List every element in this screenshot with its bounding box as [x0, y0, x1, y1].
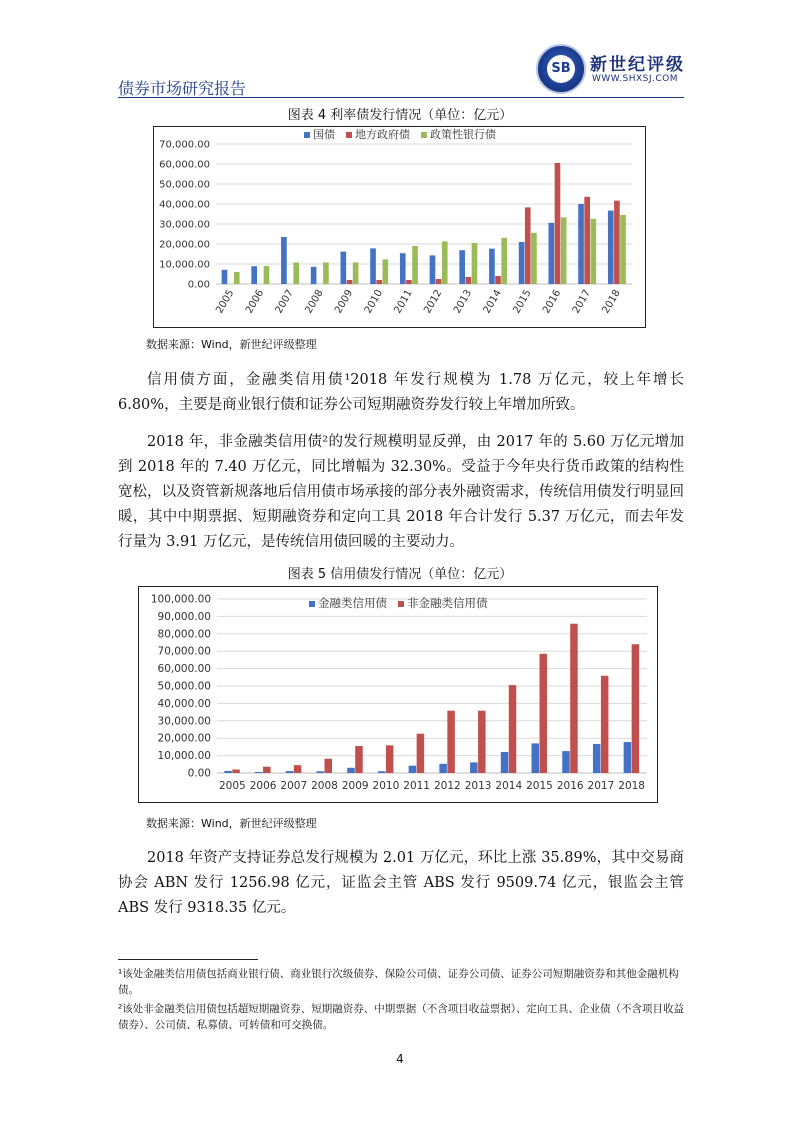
x-tick-label: 2008	[311, 780, 338, 792]
bar-地方政府债-2013	[466, 277, 472, 284]
x-tick-label: 2018	[600, 288, 623, 316]
y-tick-label: 100,000.00	[150, 593, 211, 606]
logo-mark: SB	[547, 55, 575, 83]
paragraph-financial-credit: 信用债方面，金融类信用债¹2018 年发行规模为 1.78 万亿元，较上年增长 6.80%，主要是商业银行债和证券公司短期融资券发行较上年增加所致。	[118, 372, 684, 413]
x-tick-label: 2005	[214, 288, 237, 316]
y-tick-label: 60,000.00	[159, 159, 210, 171]
bar-金融类信用债-2013	[470, 762, 477, 773]
bar-金融类信用债-2014	[501, 752, 508, 773]
x-tick-label: 2006	[249, 780, 277, 792]
x-tick-label: 2014	[495, 780, 523, 792]
company-logo-icon	[536, 44, 586, 94]
bar-国债-2016	[549, 223, 555, 284]
footnote-2: ²该处非金融类信用债包括超短期融资券、短期融资券、中期票据（不含项目收益票据）、定向工具、企业债（不含项目收益债券）、公司债、私募债、可转债和可交换债。	[118, 1003, 684, 1031]
bar-政策性银行债-2009	[353, 262, 359, 284]
y-tick-label: 40,000.00	[157, 697, 211, 710]
x-tick-label: 2014	[481, 288, 504, 316]
header-divider	[118, 97, 684, 98]
legend-label: 地方政府债	[355, 128, 410, 141]
y-tick-label: 50,000.00	[157, 680, 211, 693]
bar-政策性银行债-2010	[382, 259, 388, 284]
bar-金融类信用债-2011	[409, 766, 416, 773]
x-tick-label: 2005	[218, 780, 246, 792]
figure4-caption: 图表 4 利率债发行情况（单位：亿元）	[287, 108, 513, 123]
bar-地方政府债-2016	[555, 163, 561, 284]
bar-政策性银行债-2017	[590, 219, 596, 284]
bar-非金融类信用债-2017	[601, 676, 608, 773]
legend-swatch	[421, 132, 427, 138]
legend-label: 金融类信用债	[318, 596, 387, 610]
y-tick-label: 30,000.00	[159, 219, 210, 231]
bar-金融类信用债-2009	[347, 768, 354, 773]
bar-非金融类信用债-2011	[417, 734, 424, 773]
bar-地方政府债-2015	[525, 207, 531, 284]
bar-非金融类信用债-2015	[540, 654, 547, 773]
bar-非金融类信用债-2012	[447, 711, 454, 773]
y-tick-label: 10,000.00	[157, 750, 211, 763]
x-tick-label: 2009	[341, 780, 369, 792]
bar-政策性银行债-2011	[412, 246, 418, 284]
x-tick-label: 2015	[511, 288, 534, 316]
y-tick-label: 0.00	[187, 279, 210, 291]
x-tick-label: 2016	[556, 780, 584, 792]
bar-非金融类信用债-2016	[570, 624, 577, 773]
legend-swatch	[398, 601, 404, 607]
bar-金融类信用债-2007	[286, 771, 293, 773]
x-tick-label: 2008	[303, 288, 326, 316]
bar-国债-2010	[370, 248, 376, 284]
bar-金融类信用债-2017	[593, 744, 600, 773]
figure4-chart	[154, 127, 645, 327]
x-tick-label: 2013	[464, 780, 492, 792]
bar-非金融类信用债-2008	[325, 759, 332, 773]
bar-政策性银行债-2005	[234, 272, 240, 284]
bar-国债-2015	[519, 242, 525, 284]
x-tick-label: 2007	[273, 288, 296, 316]
company-name: 新世纪评级	[590, 55, 685, 75]
bar-地方政府债-2017	[584, 197, 590, 284]
figure4-chart-frame	[153, 126, 646, 328]
bar-政策性银行债-2008	[323, 262, 329, 284]
legend-label: 非金融类信用债	[407, 596, 488, 610]
x-tick-label: 2016	[541, 288, 564, 316]
bar-政策性银行债-2018	[620, 215, 626, 284]
legend-swatch	[309, 601, 315, 607]
footnote-divider	[118, 959, 258, 960]
bar-国债-2008	[311, 267, 317, 284]
x-tick-label: 2009	[333, 288, 356, 316]
y-tick-label: 70,000.00	[159, 139, 210, 151]
bar-非金融类信用债-2018	[632, 644, 639, 773]
bar-地方政府债-2009	[347, 280, 353, 284]
bar-政策性银行债-2015	[531, 233, 537, 284]
bar-金融类信用债-2016	[562, 751, 569, 773]
bar-金融类信用债-2018	[624, 742, 631, 773]
y-tick-label: 20,000.00	[159, 239, 210, 251]
legend-label: 国债	[313, 128, 335, 141]
bar-国债-2013	[459, 250, 465, 284]
bar-政策性银行债-2006	[264, 266, 270, 284]
x-tick-label: 2017	[570, 288, 594, 316]
figure5-source: 数据来源：Wind，新世纪评级整理	[146, 817, 317, 830]
y-tick-label: 30,000.00	[157, 715, 211, 728]
y-tick-label: 40,000.00	[159, 199, 210, 211]
bar-金融类信用债-2005	[224, 771, 231, 773]
x-tick-label: 2007	[280, 780, 308, 792]
x-tick-label: 2006	[243, 288, 267, 316]
x-tick-label: 2015	[526, 780, 553, 792]
bar-金融类信用债-2012	[439, 764, 446, 773]
x-tick-label: 2010	[372, 780, 400, 792]
bar-国债-2014	[489, 249, 495, 284]
x-tick-label: 2018	[618, 780, 646, 792]
x-tick-label: 2013	[451, 288, 475, 316]
x-tick-label: 2017	[587, 780, 615, 792]
bar-国债-2007	[281, 237, 287, 284]
legend-label: 政策性银行债	[430, 128, 496, 141]
bar-地方政府债-2010	[376, 280, 382, 284]
y-tick-label: 50,000.00	[159, 179, 210, 191]
bar-非金融类信用债-2010	[386, 745, 393, 773]
bar-国债-2012	[430, 255, 436, 284]
bar-地方政府债-2018	[614, 201, 620, 284]
bar-金融类信用债-2010	[378, 771, 385, 773]
bar-国债-2018	[608, 211, 614, 284]
page-number: 4	[396, 1052, 404, 1066]
bar-地方政府债-2012	[436, 279, 442, 284]
legend-swatch	[346, 132, 352, 138]
bar-非金融类信用债-2006	[263, 767, 270, 773]
paragraph-nonfinancial-credit: 2018 年，非金融类信用债²的发行规模明显反弹，由 2017 年的 5.60 万亿元增加到 2018 年的 7.40 万亿元，同比增幅为 32.30%。受益于今年央行货币政策的结构性宽松，以及资管新规落地后信用债市场承接的部分表外融资需求，传统信用债发行明显回暖，其中中期票据、短期融资券和定向工具 2018 年合计发行 5.37 万亿元，而去年发行量为 3.91 万亿元，是传统信用债回暖的主要动力。	[118, 434, 684, 550]
bar-金融类信用债-2015	[532, 743, 539, 773]
bar-金融类信用债-2006	[255, 772, 262, 773]
x-tick-label: 2011	[392, 288, 415, 316]
bar-非金融类信用债-2009	[355, 746, 362, 773]
paragraph-abs: 2018 年资产支持证券总发行规模为 2.01 万亿元，环比上涨 35.89%，其中交易商协会 ABN 发行 1256.98 亿元，证监会主管 ABS 发行 9509.74 亿元，银监会主管 ABS 发行 9318.35 亿元。	[118, 850, 684, 916]
bar-地方政府债-2014	[495, 276, 501, 284]
figure5-chart	[139, 587, 657, 802]
bar-政策性银行债-2013	[472, 243, 478, 284]
x-tick-label: 2012	[422, 288, 445, 316]
x-tick-label: 2011	[403, 780, 431, 792]
bar-国债-2005	[222, 270, 228, 284]
bar-政策性银行债-2016	[561, 217, 567, 284]
y-tick-label: 20,000.00	[157, 732, 211, 745]
bar-国债-2017	[578, 204, 584, 284]
y-tick-label: 90,000.00	[157, 610, 211, 623]
figure5-caption: 图表 5 信用债发行情况（单位：亿元）	[287, 567, 513, 582]
bar-非金融类信用债-2007	[294, 765, 301, 773]
bar-政策性银行债-2012	[442, 241, 448, 284]
bar-非金融类信用债-2005	[232, 770, 239, 773]
figure5-chart-frame	[138, 586, 658, 803]
legend-swatch	[304, 132, 310, 138]
y-tick-label: 80,000.00	[157, 628, 211, 641]
bar-金融类信用债-2008	[317, 771, 324, 773]
bar-地方政府债-2011	[406, 280, 412, 284]
y-tick-label: 70,000.00	[157, 645, 211, 658]
bar-政策性银行债-2014	[501, 238, 507, 284]
y-tick-label: 10,000.00	[159, 259, 210, 271]
y-tick-label: 0.00	[187, 767, 211, 780]
x-tick-label: 2012	[433, 780, 461, 792]
bar-国债-2006	[251, 266, 257, 284]
bar-非金融类信用债-2013	[478, 711, 485, 773]
bar-政策性银行债-2007	[293, 262, 299, 284]
bar-国债-2011	[400, 253, 406, 284]
x-tick-label: 2010	[362, 288, 386, 316]
company-url: WWW.SHXSJ.COM	[592, 74, 679, 84]
bar-国债-2009	[341, 252, 347, 284]
footnote-1: ¹该处金融类信用债包括商业银行债、商业银行次级债券、保险公司债、证券公司债、证券公司短期融资券和其他金融机构债。	[118, 968, 679, 996]
figure4-source: 数据来源：Wind，新世纪评级整理	[146, 338, 317, 351]
y-tick-label: 60,000.00	[157, 663, 211, 676]
report-title: 债券市场研究报告	[118, 79, 247, 98]
bar-非金融类信用债-2014	[509, 685, 516, 773]
